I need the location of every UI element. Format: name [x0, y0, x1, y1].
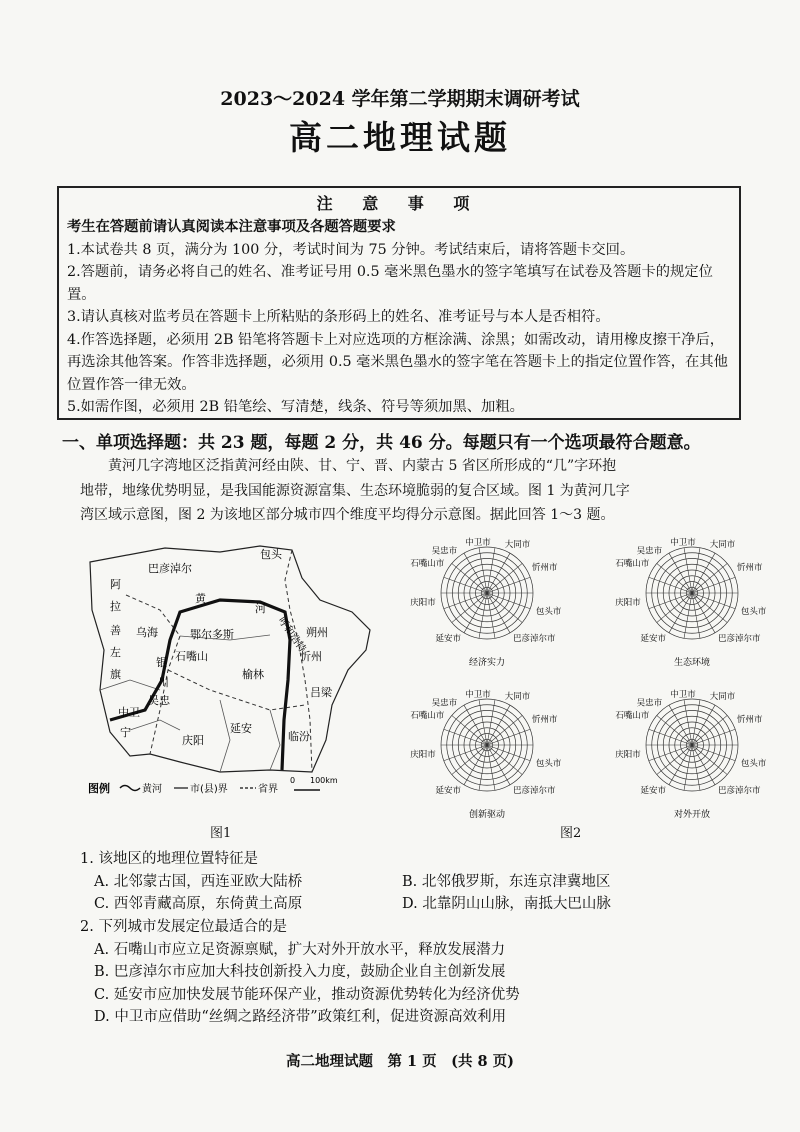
- radar-spoke: [692, 593, 727, 623]
- radar-city-label: 巴彦淖尔市: [718, 786, 761, 797]
- option: B. 北邻俄罗斯，东连京津冀地区: [402, 873, 611, 890]
- radar-city-label: 庆阳市: [410, 598, 436, 609]
- region-label: 呼和浩特: [275, 615, 308, 655]
- option: C. 西邻青藏高原，东倚黄土高原: [94, 896, 303, 912]
- legend-label: 图例: [88, 782, 110, 795]
- radar-spoke: [692, 563, 727, 593]
- option: C. 延安市应加快发展节能环保产业，推动资源优势转化为经济优势: [94, 986, 520, 1003]
- notice-line: 1.本试卷共 8 页，满分为 100 分，考试时间为 75 分钟。考试结束后，请将答题卡交回。: [67, 241, 635, 258]
- region-label: 包头: [260, 548, 282, 561]
- radar-spoke: [692, 593, 735, 609]
- radar-spoke: [452, 745, 487, 775]
- region-label: 巴彦淖尔: [148, 562, 192, 575]
- legend-city: 市(县)界: [190, 784, 228, 795]
- notice-line: 5.如需作图，必须用 2B 铅笔绘、写清楚，线条、符号等须加黑、加粗。: [67, 399, 524, 415]
- radar-spoke: [487, 593, 530, 609]
- notice-line: 考生在答题前请认真阅读本注意事项及各题答题要求: [67, 219, 396, 235]
- radar-spoke: [649, 745, 692, 761]
- intro-paragraph: [80, 454, 740, 528]
- section-heading-rest: 共 23 题，每题 2 分，共 46 分。每题只有一个选项最符合题意。: [198, 433, 701, 453]
- figure2-caption: 图2: [560, 826, 582, 841]
- radar-city-label: 石嘴山市: [410, 711, 445, 722]
- radar-city-label: 石嘴山市: [615, 559, 650, 570]
- option: A. 石嘴山市应立足资源禀赋，扩大对外开放水平，释放发展潜力: [94, 941, 506, 958]
- region-label: 乌海: [136, 626, 158, 639]
- radar-city-label: 忻州市: [737, 563, 763, 573]
- radar-city-label: 吴忠市: [431, 698, 458, 709]
- section-heading: [62, 428, 701, 453]
- radar-spoke: [692, 729, 735, 745]
- radar-city-label: 巴彦淖尔市: [513, 634, 556, 645]
- radar-spoke: [657, 745, 692, 775]
- option: D. 中卫市应借助“丝绸之路经济带”政策红利，促进资源高效利用: [94, 1009, 507, 1025]
- radar-city-label: 延安市: [640, 786, 666, 797]
- region-label: 拉: [110, 600, 121, 613]
- radar-city-label: 忻州市: [737, 715, 763, 725]
- subject-title: 高二地理试题: [289, 118, 511, 157]
- figure2-radars: [392, 525, 800, 825]
- radar-spoke: [444, 745, 487, 761]
- radar-spoke: [487, 715, 522, 745]
- region-label: 石嘴山: [175, 650, 208, 663]
- region-outline: [90, 546, 370, 772]
- radar-spoke: [692, 745, 735, 761]
- figure1-caption: 图1: [210, 826, 232, 841]
- radar-city-label: 中卫市: [670, 689, 696, 700]
- radar-chart: [597, 677, 797, 825]
- region-label: 黄: [195, 592, 206, 605]
- radar-city-label: 延安市: [640, 634, 666, 645]
- scale-zero: 0: [290, 776, 296, 785]
- radar-city-label: 延安市: [435, 634, 461, 645]
- radar-spoke: [692, 715, 727, 745]
- intro-line: 湾区域示意图，图 2 为该地区部分城市四个维度平均得分示意图。据此回答 1～3 题。: [80, 507, 615, 523]
- radar-city-label: 延安市: [435, 786, 461, 797]
- radar-spoke: [452, 563, 487, 593]
- option: A. 北邻蒙古国，西连亚欧大陆桥: [94, 873, 303, 890]
- question-stem: 2. 下列城市发展定位最适合的是: [80, 919, 287, 935]
- region-label: 庆阳: [182, 734, 204, 747]
- radar-chart: [597, 525, 797, 673]
- option: B. 巴彦淖尔市应加大科技创新投入力度，鼓励企业自主创新发展: [94, 964, 506, 980]
- radar-city-label: 巴彦淖尔市: [718, 634, 761, 645]
- region-label: 左: [110, 646, 121, 659]
- province-border: [126, 595, 180, 754]
- region-label: 临汾: [288, 730, 310, 743]
- radar-spoke: [692, 745, 727, 775]
- radar-city-label: 庆阳市: [615, 750, 641, 761]
- legend-river-icon: [120, 786, 140, 791]
- radar-city-label: 包头市: [740, 758, 767, 769]
- radar-city-label: 大同市: [504, 692, 531, 703]
- region-label: 延安: [230, 722, 252, 735]
- region-label: 银: [156, 656, 167, 669]
- radar-spoke: [657, 563, 692, 593]
- notice-line: 3.请认真核对监考员在答题卡上所粘贴的条形码上的姓名、准考证号与本人是否相符。: [67, 309, 610, 325]
- radar-title: 生态环境: [673, 658, 711, 668]
- radar-title: 对外开放: [673, 810, 711, 820]
- notice-title: 注 意 事 项: [316, 194, 482, 213]
- region-label: 旗: [110, 668, 121, 681]
- question-stem: 1. 该地区的地理位置特征是: [80, 851, 258, 867]
- scale-label: 100km: [310, 776, 338, 785]
- radar-city-label: 吴忠市: [636, 546, 663, 557]
- region-label: 朔州: [306, 626, 328, 639]
- radar-title: 经济实力: [468, 658, 506, 668]
- region-label: 鄂尔多斯: [190, 628, 234, 641]
- notice-line: 4.作答选择题，必须用 2B 铅笔将答题卡上对应选项的方框涂满、涂黑；如需改动，请用橡皮擦干净后，再选涂其他答案。作答非选择题，必须用 0.5 毫米黑色墨水的签字笔在答题卡上的指定位置作答，在其他位置作答一律无效。: [67, 331, 728, 393]
- radar-spoke: [649, 577, 692, 593]
- radar-city-label: 包头市: [535, 606, 562, 617]
- radar-city-label: 石嘴山市: [410, 559, 445, 570]
- radar-city-label: 忻州市: [532, 715, 558, 725]
- intro-line: 地带，地缘优势明显，是我国能源资源富集、生态环境脆弱的复合区域。图 1 为黄河几字: [80, 482, 630, 499]
- exam-title: 2023～2024 学年第二学期期末调研考试: [220, 88, 580, 110]
- region-label: 宁: [120, 726, 131, 739]
- legend-river: 黄河: [142, 784, 162, 795]
- radar-city-label: 包头市: [740, 606, 767, 617]
- radar-spoke: [649, 729, 692, 745]
- radar-spoke: [487, 729, 530, 745]
- radar-spoke: [444, 729, 487, 745]
- region-label: 河: [255, 602, 266, 615]
- region-label: 吕梁: [310, 686, 332, 699]
- page-footer: 高二地理试题 第 1 页 (共 8 页): [285, 1053, 515, 1070]
- radar-city-label: 庆阳市: [615, 598, 641, 609]
- radar-spoke: [487, 577, 530, 593]
- legend-province: 省界: [258, 784, 278, 795]
- option: D. 北靠阴山山脉，南抵大巴山脉: [402, 896, 611, 912]
- radar-spoke: [444, 593, 487, 609]
- radar-city-label: 中卫市: [670, 537, 696, 548]
- region-label: 吴忠: [148, 694, 170, 707]
- radar-city-label: 大同市: [709, 692, 736, 703]
- radar-spoke: [487, 745, 522, 775]
- region-label: 阿: [110, 578, 121, 591]
- figure1-map: [70, 540, 388, 810]
- radar-spoke: [487, 593, 522, 623]
- section-heading-label: 一、单项选择题：: [62, 433, 198, 453]
- region-label: 榆林: [242, 668, 264, 681]
- radar-city-label: 大同市: [504, 540, 531, 551]
- radar-spoke: [444, 577, 487, 593]
- radar-city-label: 庆阳市: [410, 750, 436, 761]
- radar-spoke: [692, 577, 735, 593]
- notice-box: [57, 186, 741, 420]
- radar-city-label: 包头市: [535, 758, 562, 769]
- radar-chart: [392, 525, 592, 673]
- radar-spoke: [657, 715, 692, 745]
- radar-city-label: 忻州市: [532, 563, 558, 573]
- radar-city-label: 吴忠市: [636, 698, 663, 709]
- map-svg: [70, 540, 388, 810]
- question-2: [80, 916, 760, 1029]
- radar-spoke: [452, 593, 487, 623]
- radar-city-label: 中卫市: [465, 689, 491, 700]
- radar-spoke: [487, 563, 522, 593]
- radar-title: 创新驱动: [468, 810, 506, 820]
- radar-city-label: 中卫市: [465, 537, 491, 548]
- radar-city-label: 吴忠市: [431, 546, 458, 557]
- region-label: 中卫: [118, 706, 140, 719]
- radar-city-label: 大同市: [709, 540, 736, 551]
- radar-spoke: [452, 715, 487, 745]
- radar-city-label: 巴彦淖尔市: [513, 786, 556, 797]
- radar-spoke: [487, 745, 530, 761]
- question-1: [80, 848, 760, 916]
- radar-city-label: 石嘴山市: [615, 711, 650, 722]
- radar-spoke: [657, 593, 692, 623]
- radar-spoke: [649, 593, 692, 609]
- radar-chart: [392, 677, 592, 825]
- region-label: 川: [158, 676, 169, 689]
- region-label: 忻州: [300, 650, 322, 663]
- region-label: 善: [110, 624, 121, 637]
- notice-line: 2.答题前，请务必将自己的姓名、准考证号用 0.5 毫米黑色墨水的签字笔填写在试卷及答题卡的规定位置。: [67, 264, 713, 303]
- intro-line: 黄河几字湾地区泛指黄河经由陕、甘、宁、晋、内蒙古 5 省区所形成的“几”字环抱: [108, 458, 617, 474]
